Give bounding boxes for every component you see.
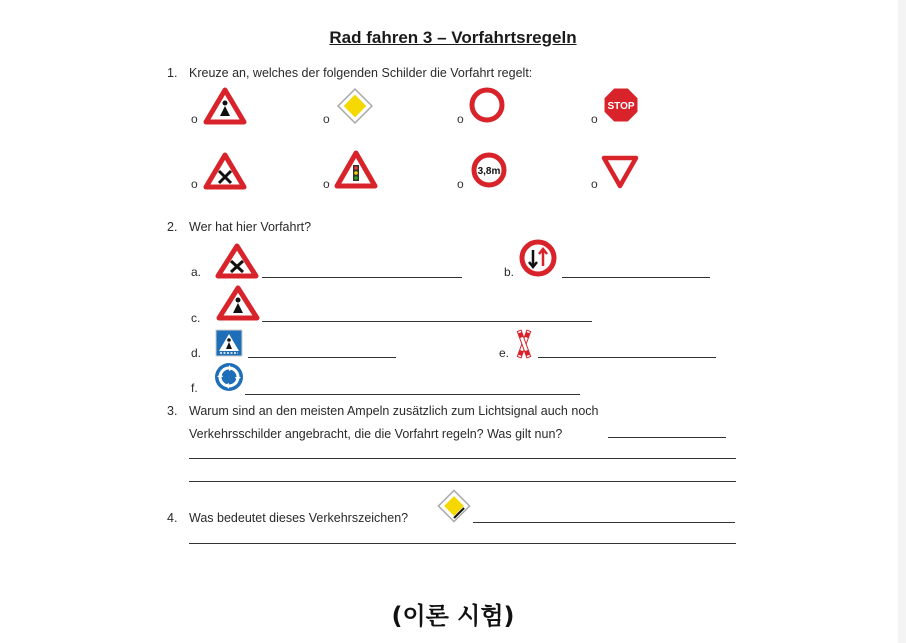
- height-limit-sign-icon: [470, 151, 508, 189]
- answer-line-q3-3[interactable]: [189, 481, 736, 482]
- height-limit-text: 3,8m: [477, 166, 501, 177]
- caption: (이론 시험): [391, 602, 515, 630]
- page-edge: [898, 0, 906, 643]
- q1-text: Kreuze an, welches der folgenden Schilder die Vorfahrt regelt:: [189, 66, 533, 80]
- q1-checkbox-2[interactable]: o: [323, 112, 330, 126]
- no-vehicles-sign-icon: [468, 86, 506, 124]
- answer-line-e[interactable]: [538, 357, 716, 358]
- q1-checkbox-3[interactable]: o: [457, 112, 464, 126]
- q1-checkbox-7[interactable]: o: [457, 177, 464, 191]
- q4-number: 4.: [167, 511, 178, 525]
- q2-number: 2.: [167, 220, 178, 234]
- q4-text: Was bedeutet dieses Verkehrszeichen?: [189, 511, 409, 525]
- page-title: Rad fahren 3 – Vorfahrtsregeln: [329, 28, 577, 47]
- crossroads-warning-sign-icon: [203, 152, 247, 190]
- q2-label-d: d.: [191, 346, 202, 360]
- q1-checkbox-8[interactable]: o: [591, 177, 598, 191]
- traffic-light-warning-sign-icon: [334, 150, 378, 190]
- q2-text: Wer hat hier Vorfahrt?: [189, 220, 312, 234]
- q1-checkbox-1[interactable]: o: [191, 112, 198, 126]
- answer-line-f[interactable]: [245, 394, 580, 395]
- q1-checkbox-6[interactable]: o: [323, 177, 330, 191]
- q2-label-c: c.: [191, 311, 201, 325]
- q2-label-f: f.: [191, 381, 198, 395]
- q3-text-line2: Verkehrsschilder angebracht, die die Vorfahrt regeln? Was gilt nun?: [189, 427, 563, 441]
- answer-line-b[interactable]: [562, 277, 710, 278]
- answer-line-q3-2[interactable]: [189, 458, 736, 459]
- stop-sign-text: STOP: [607, 101, 635, 112]
- answer-line-a[interactable]: [262, 277, 462, 278]
- answer-line-q4-2[interactable]: [189, 543, 736, 544]
- q2-label-a: a.: [191, 265, 202, 279]
- q2-label-e: e.: [499, 346, 510, 360]
- children-crossing-sign-icon: [216, 285, 260, 321]
- priority-road-sign-icon: [335, 86, 375, 126]
- q2-label-b: b.: [504, 265, 515, 279]
- roundabout-sign-icon: [214, 362, 244, 392]
- q1-checkbox-5[interactable]: o: [191, 177, 198, 191]
- oncoming-priority-sign-icon: [518, 238, 558, 278]
- children-crossing-sign-icon: [203, 87, 247, 125]
- answer-line-d[interactable]: [248, 357, 396, 358]
- priority-road-sign-icon: [436, 488, 472, 524]
- q3-number: 3.: [167, 404, 178, 418]
- answer-line-q3-1[interactable]: [608, 437, 726, 438]
- pedestrian-crossing-sign-icon: [215, 329, 243, 357]
- crossroads-warning-sign-icon: [215, 243, 259, 279]
- yield-sign-icon: [600, 154, 640, 190]
- q1-number: 1.: [167, 66, 178, 80]
- answer-line-c[interactable]: [262, 321, 592, 322]
- railway-crossing-sign-icon: [512, 329, 536, 359]
- answer-line-q4-1[interactable]: [473, 522, 735, 523]
- q3-text-line1: Warum sind an den meisten Ampeln zusätzlich zum Lichtsignal auch noch: [189, 404, 599, 418]
- stop-sign-icon: [602, 86, 640, 124]
- q1-checkbox-4[interactable]: o: [591, 112, 598, 126]
